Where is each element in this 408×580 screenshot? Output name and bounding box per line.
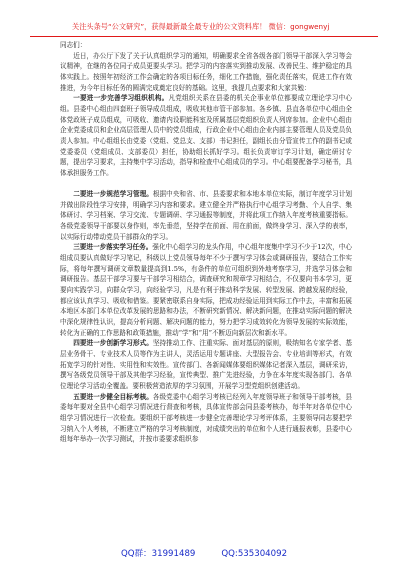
paragraph-lead: 三要进一步落实学习任务。: [73, 243, 153, 252]
paragraph-section-3: [60, 242, 352, 338]
paragraph-section-2: [60, 189, 352, 242]
paragraph-intro: [60, 51, 352, 94]
document-body: [60, 40, 352, 445]
footer-contact: [0, 547, 408, 559]
paragraph-section-5: [60, 392, 352, 445]
header-divider: [30, 36, 378, 37]
header-banner: 关注头条号“公文研究”，获得最新最全最专业的公文资料库！ 微信：gongwenyj: [72, 22, 330, 31]
paragraph-text: 近日，办公厅下发了关于认真组织学习的通知，明确要求全省各级各部门领导干部深入学习等会议精神，在继的各位同子成员更要头学习。把学习的内容落实到推动发展、改善民生、维护稳定的具体实践上。按照年初经济工作会确定的各项目标任务，细化工作措施，强化责任落实，促进工作有效推进，为今年目标任务的圆满完成奠定良好的基础。这里，我提几点要求和大家共勉：: [60, 51, 352, 92]
qq-number: QQ:535304092: [221, 549, 288, 559]
paragraph-section-4: [60, 338, 352, 391]
paragraph-text: 凡党组织关系在县委的机关企事业单位都要成立理论学习中心组。县委中心组由四套班子领导成员组成，吸收其他市管干部参加。各乡镇、县直各单位中心组由全体党政班子成员组成，可吸收、邀请内设职能科室及所属基层党组织负责人列席参加。企业中心组由企业党委成员和企业高层管理人员中的党员组成，行政企业中心组由企业内部主要管理人员及党员负责人参加。中心组组长由党委（党组、党总支、支部）书记担任，副组长由分管宣传工作的副书记或党委委员（党组成员、支部委员）担任，协助组长抓好学习。组长负责审订学习计划，确定研讨专题，提出学习要求，主持集中学习活动，指导和检查中心组成员的学习。中心组要配备学习秘书，具体承担服务工作。: [60, 94, 353, 177]
paragraph-lead: 五要进一步健全目标考核。: [73, 392, 153, 401]
qq-group-number: QQ群：31991489: [120, 549, 196, 559]
paragraph-text: 坚持推动工作、注重实际、面对基层的原则，吸纳知名专家学者、基层业务骨干、专业技术人员等作为主讲人，灵活运用专题讲座、大型报告会、专业培训等形式，有效拓宽学习的针对性、实用性和实效性。宣传部门、各新闻媒体要组织媒体记者深入基层，调研采访，撰写各级党员领导干部及其他学习经验，宣传典型、推广先进经验，力争在本年度实现各部门、各单位理论学习活动全覆盖。要积极营造浓厚的学习氛围，开展学习型党组织创建活动。: [60, 339, 353, 390]
paragraph-lead: 四要进一步创新学习形式。: [73, 339, 153, 348]
paragraph-section-1: [60, 93, 352, 178]
paragraph-text: 强化中心组学习的龙头作用，中心组年度集中学习不少于12次，中心组成员要认真做好学习笔记，科级以上党员领导每年不少于撰写学习体会或调研报告，要结合工作实际，将每年撰写调研文章数量提高到1.5%，有条件的单位可组织到外地考察学习，并选学习体会和调研报告。基层干部学习要与干部学习相结合，调查研究和规章学习相结合，不仅要向书本学习，更要向实践学习，向群众学习，向经验学习，凡是有利于推动科学发展、转型发展、跨越发展的经验，都应该认真学习、吸收和借鉴。要紧密联系自身实际，把成功经验运用到实际工作中去，丰富和拓展本地区本部门本单位改革发展的思路和办法，不断研究新情况、解决新问题，在推动实际问题的解决中深化规律性认识，提高分析问题、解决问题的能力，努力把学习成效转化为领导发展的实际效能，转化为正确的工作思路和政策措施，推动“学”和“用”不断迈向新层次和新水平。: [60, 243, 353, 337]
paragraph-lead: 二要进一步规范学习管理。: [73, 190, 153, 199]
paragraph-text: 各级党委中心组学习考核已经列入年度领导班子和领导干部考核，县委每年要对全县中心组学习情况进行督查和考核，具体宣传部会同县委考核办，每半年对各单位中心组学习情况进行一次检查。要组织干部考核进一步健全完善理论学习考评体系，主要领导同志要把学习纳入个人考核，不断建立严格的学习考核制度，对成绩突出的单位和个人进行通报表彰，县委中心组每年举办一次学习测试，并按市委要求组织参: [60, 392, 353, 444]
paragraph-lead: 一要进一步完善学习组织机构。: [73, 94, 169, 103]
spacer: [60, 179, 352, 190]
paragraph-text: 根据中央和省、市、县委要求和本地本单位实际，制订年度学习计划并做出阶段性学习安排，明确学习内容和要求。建立健全并严格执行中心组学习考勤、个人自学、集体研讨、学习档案、学习交流、专题调研、学习通报等制度，并将此项工作纳入年度考核重要指标。各级党委领导干部要以身作则，率先垂范，坚持学在前面、用在前面，做终身学习、深入学的表率，以实际行动带动党员干部群众的学习。: [60, 190, 353, 241]
salutation: 同志们：: [60, 41, 87, 49]
